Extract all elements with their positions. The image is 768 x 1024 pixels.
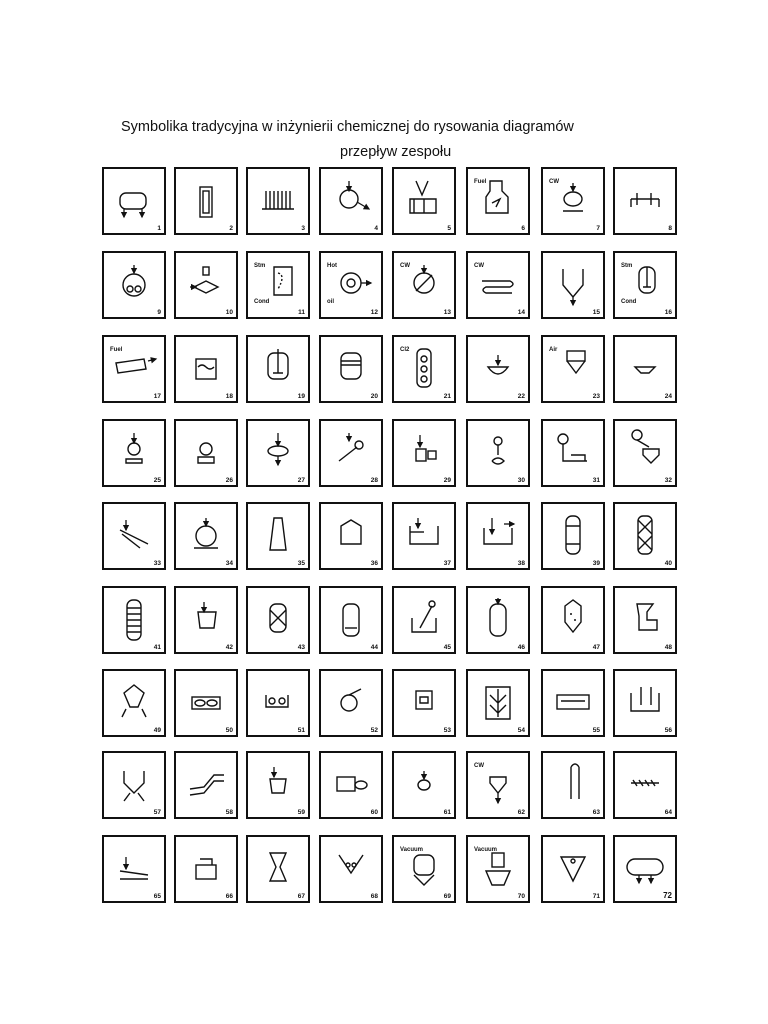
symbol-label: Vacuum <box>400 847 424 853</box>
tank-agitator-icon <box>394 588 454 652</box>
symbol-label: CW <box>549 179 559 185</box>
bucket-elevator-icon <box>543 753 603 817</box>
symbol-number: 38 <box>517 559 525 567</box>
symbol-tile <box>541 751 605 819</box>
symbol-number: 66 <box>225 892 233 900</box>
symbol-tile <box>392 251 456 319</box>
symbol-tile <box>541 502 605 570</box>
symbol-tile <box>246 835 310 903</box>
symbol-number: 68 <box>370 892 378 900</box>
symbol-tile <box>174 835 238 903</box>
symbol-tile <box>392 835 456 903</box>
symbol-tile <box>392 335 456 403</box>
symbol-tile <box>392 502 456 570</box>
symbol-tile <box>319 502 383 570</box>
cyclone-icon <box>104 671 164 735</box>
settler-icon <box>615 337 675 401</box>
tray-column-icon <box>394 337 454 401</box>
symbol-number: 20 <box>370 392 378 400</box>
plate-heat-exchanger-icon <box>176 169 236 233</box>
pressure-vessel-icon <box>468 588 528 652</box>
symbol-tile <box>174 251 238 319</box>
symbol-number: 16 <box>664 308 672 316</box>
symbol-number: 29 <box>443 476 451 484</box>
jacketed-reactor-icon <box>615 253 675 317</box>
symbol-tile <box>246 335 310 403</box>
symbol-number: 53 <box>443 726 451 734</box>
symbol-number: 46 <box>517 643 525 651</box>
symbol-number: 70 <box>517 892 525 900</box>
storage-tank-icon <box>321 504 381 568</box>
symbol-tile <box>613 335 677 403</box>
open-tank-icon <box>394 504 454 568</box>
evaporating-dish-icon <box>468 337 528 401</box>
symbol-tile <box>319 335 383 403</box>
centrifuge-icon <box>394 671 454 735</box>
symbol-number: 1 <box>157 224 161 232</box>
symbol-tile <box>541 669 605 737</box>
double-pipe-exchanger-icon <box>468 253 528 317</box>
tray-dryer-icon <box>543 671 603 735</box>
symbol-number: 47 <box>592 643 600 651</box>
symbol-tile <box>102 167 166 235</box>
symbol-number: 31 <box>592 476 600 484</box>
symbol-tile <box>102 586 166 654</box>
symbol-number: 10 <box>225 308 233 316</box>
symbol-tile <box>319 167 383 235</box>
symbol-tile <box>466 419 530 487</box>
inclined-screen-icon <box>104 504 164 568</box>
packed-column-icon <box>543 504 603 568</box>
symbol-label: CW <box>474 263 484 269</box>
symbol-number: 64 <box>664 808 672 816</box>
symbol-tile <box>392 669 456 737</box>
symbol-number: 7 <box>596 224 600 232</box>
symbol-tile <box>246 586 310 654</box>
symbol-tile <box>319 251 383 319</box>
symbol-tile <box>174 586 238 654</box>
symbol-number: 25 <box>153 476 161 484</box>
horizontal-drum-icon <box>104 169 164 233</box>
symbol-number: 69 <box>443 892 451 900</box>
symbol-number: 5 <box>447 224 451 232</box>
screw-feeder-icon <box>321 421 381 485</box>
silo-icon <box>543 588 603 652</box>
symbol-tile <box>541 419 605 487</box>
thickener-icon <box>543 837 603 901</box>
symbol-label: CW <box>474 763 484 769</box>
symbol-label: Stm <box>254 263 266 269</box>
symbol-tile <box>246 419 310 487</box>
agitated-mixer-icon <box>176 253 236 317</box>
vacuum-crystallizer-icon <box>468 837 528 901</box>
symbol-number: 9 <box>157 308 161 316</box>
fan-icon <box>321 671 381 735</box>
vibrating-screen-icon <box>104 837 164 901</box>
symbol-number: 42 <box>225 643 233 651</box>
symbol-tile <box>541 835 605 903</box>
symbol-tile <box>319 835 383 903</box>
symbol-label: Stm <box>621 263 633 269</box>
separator-icon <box>248 421 308 485</box>
symbol-number: 51 <box>297 726 305 734</box>
symbol-number: 50 <box>225 726 233 734</box>
symbol-tile <box>541 335 605 403</box>
symbol-tile <box>613 669 677 737</box>
symbol-number: 24 <box>664 392 672 400</box>
cooled-cone-icon <box>468 753 528 817</box>
symbol-tile <box>541 251 605 319</box>
hopper-icon <box>176 588 236 652</box>
symbol-number: 63 <box>592 808 600 816</box>
blower-icon <box>176 421 236 485</box>
symbol-number: 15 <box>592 308 600 316</box>
symbol-label: oil <box>327 299 334 305</box>
symbol-tile <box>466 167 530 235</box>
symbol-number: 40 <box>664 559 672 567</box>
symbol-tile <box>246 251 310 319</box>
symbol-number: 56 <box>664 726 672 734</box>
symbol-number: 61 <box>443 808 451 816</box>
symbol-tile <box>466 669 530 737</box>
symbol-tile <box>246 751 310 819</box>
tray-tower-icon <box>104 588 164 652</box>
symbol-label: Fuel <box>110 347 123 353</box>
symbol-tile <box>613 167 677 235</box>
jacketed-kettle-icon <box>248 253 308 317</box>
symbol-number: 23 <box>592 392 600 400</box>
fixed-bed-reactor-icon <box>248 588 308 652</box>
symbol-number: 48 <box>664 643 672 651</box>
vacuum-evaporator-icon <box>394 837 454 901</box>
symbol-number: 58 <box>225 808 233 816</box>
symbol-tile <box>246 502 310 570</box>
symbol-tile <box>613 835 677 903</box>
roll-mill-icon <box>176 671 236 735</box>
orifice-icon <box>394 753 454 817</box>
symbol-number: 65 <box>153 892 161 900</box>
page-title: Symbolika tradycyjna w inżynierii chemicznej do rysowania diagramów <box>121 119 574 135</box>
packed-tower-icon <box>615 504 675 568</box>
symbol-number: 28 <box>370 476 378 484</box>
rotary-kiln-icon <box>104 337 164 401</box>
symbol-number: 57 <box>153 808 161 816</box>
symbol-number: 71 <box>592 892 600 900</box>
symbol-number: 21 <box>443 392 451 400</box>
symbol-number: 26 <box>225 476 233 484</box>
symbol-tile <box>392 167 456 235</box>
symbol-tile <box>319 669 383 737</box>
hot-oil-heater-icon <box>321 253 381 317</box>
symbol-number: 54 <box>517 726 525 734</box>
symbol-number: 32 <box>664 476 672 484</box>
ball-separator-icon <box>468 421 528 485</box>
symbol-label: Air <box>549 347 558 353</box>
symbol-number: 49 <box>153 726 161 734</box>
symbol-tile <box>613 586 677 654</box>
conical-bin-icon <box>543 253 603 317</box>
weigh-feeder-icon <box>615 421 675 485</box>
ball-mixer-icon <box>321 837 381 901</box>
page-subtitle: przepływ zespołu <box>340 144 452 160</box>
symbol-tile <box>613 751 677 819</box>
symbol-tile <box>392 586 456 654</box>
symbol-number: 37 <box>443 559 451 567</box>
furnace-icon <box>176 837 236 901</box>
symbol-number: 60 <box>370 808 378 816</box>
symbol-number: 36 <box>370 559 378 567</box>
symbol-tile <box>466 502 530 570</box>
drum-filter-icon <box>176 504 236 568</box>
symbol-number: 62 <box>517 808 525 816</box>
symbol-label: CW <box>400 263 410 269</box>
symbol-number: 14 <box>517 308 525 316</box>
symbol-tile <box>392 751 456 819</box>
symbol-label: Fuel <box>474 179 487 185</box>
bag-filter-icon <box>543 337 603 401</box>
spray-tower-icon <box>468 671 528 735</box>
symbol-number: 12 <box>370 308 378 316</box>
symbol-number: 27 <box>297 476 305 484</box>
symbol-tile <box>102 419 166 487</box>
symbol-tile <box>102 835 166 903</box>
symbol-number: 11 <box>298 308 305 316</box>
screw-conveyor-icon <box>615 753 675 817</box>
symbol-number: 67 <box>297 892 305 900</box>
symbol-number: 43 <box>297 643 305 651</box>
chute-icon <box>248 753 308 817</box>
symbol-number: 18 <box>225 392 233 400</box>
symbol-number: 17 <box>153 392 161 400</box>
symbol-number: 2 <box>229 224 233 232</box>
symbol-tile <box>613 502 677 570</box>
symbol-tile <box>613 251 677 319</box>
symbol-number: 13 <box>443 308 451 316</box>
symbol-number: 6 <box>521 224 525 232</box>
symbol-tile <box>392 419 456 487</box>
symbol-tile <box>174 502 238 570</box>
symbol-number: 33 <box>153 559 161 567</box>
centrifugal-pump-icon <box>321 169 381 233</box>
heating-coil-tank-icon <box>176 337 236 401</box>
symbol-tile <box>174 167 238 235</box>
blower-filter-icon <box>321 753 381 817</box>
symbol-tile <box>541 167 605 235</box>
symbol-tile <box>319 419 383 487</box>
symbol-number: 3 <box>301 224 305 232</box>
symbol-number: 8 <box>668 224 672 232</box>
symbol-number: 19 <box>297 392 305 400</box>
motor-pump-icon <box>394 421 454 485</box>
fired-heater-icon <box>468 169 528 233</box>
belt-conveyor-icon <box>176 753 236 817</box>
mixing-tank-icon <box>468 504 528 568</box>
stack-icon <box>248 504 308 568</box>
symbol-tile <box>466 335 530 403</box>
venturi-icon <box>248 837 308 901</box>
symbol-number: 22 <box>517 392 525 400</box>
symbol-tile <box>319 751 383 819</box>
symbol-tile <box>174 419 238 487</box>
symbol-tile <box>102 251 166 319</box>
grinding-mill-icon <box>104 421 164 485</box>
symbol-tile <box>174 751 238 819</box>
packed-bed-vessel-icon <box>321 337 381 401</box>
electrolytic-cell-icon <box>615 671 675 735</box>
symbol-number: 52 <box>370 726 378 734</box>
cooled-compressor-icon <box>543 169 603 233</box>
symbol-tile <box>102 751 166 819</box>
symbol-tile <box>466 751 530 819</box>
symbol-tile <box>246 167 310 235</box>
symbol-tile <box>466 586 530 654</box>
symbol-number: 45 <box>443 643 451 651</box>
symbol-tile <box>613 419 677 487</box>
symbol-label: Vacuum <box>474 847 498 853</box>
splitter-hopper-icon <box>104 753 164 817</box>
symbol-tile <box>246 669 310 737</box>
symbol-tile <box>102 502 166 570</box>
symbol-number: 30 <box>517 476 525 484</box>
symbol-number: 72 <box>663 891 672 900</box>
symbol-number: 44 <box>370 643 378 651</box>
symbol-tile <box>174 335 238 403</box>
cooled-exchanger-icon <box>394 253 454 317</box>
symbol-label: Cond <box>254 299 270 305</box>
rotary-drum-icon <box>104 253 164 317</box>
conveyor-icon <box>615 169 675 233</box>
symbol-label: Cond <box>621 299 637 305</box>
symbol-label: Hot <box>327 263 337 269</box>
double-roll-icon <box>248 671 308 735</box>
agitated-vessel-icon <box>248 337 308 401</box>
bagging-machine-icon <box>615 588 675 652</box>
symbol-number: 59 <box>297 808 305 816</box>
symbol-number: 4 <box>374 224 378 232</box>
symbol-label: Cl2 <box>400 347 410 353</box>
crusher-icon <box>394 169 454 233</box>
symbol-tile <box>466 251 530 319</box>
symbol-number: 41 <box>153 643 161 651</box>
symbol-tile <box>319 586 383 654</box>
symbol-tile <box>541 586 605 654</box>
autoclave-icon <box>321 588 381 652</box>
symbol-number: 55 <box>592 726 600 734</box>
symbol-tile <box>102 669 166 737</box>
symbol-tile <box>102 335 166 403</box>
symbol-tile <box>466 835 530 903</box>
weigh-scale-icon <box>543 421 603 485</box>
symbol-number: 39 <box>592 559 600 567</box>
symbol-tile <box>174 669 238 737</box>
symbol-number: 34 <box>225 559 233 567</box>
filter-press-icon <box>248 169 308 233</box>
symbol-number: 35 <box>297 559 305 567</box>
